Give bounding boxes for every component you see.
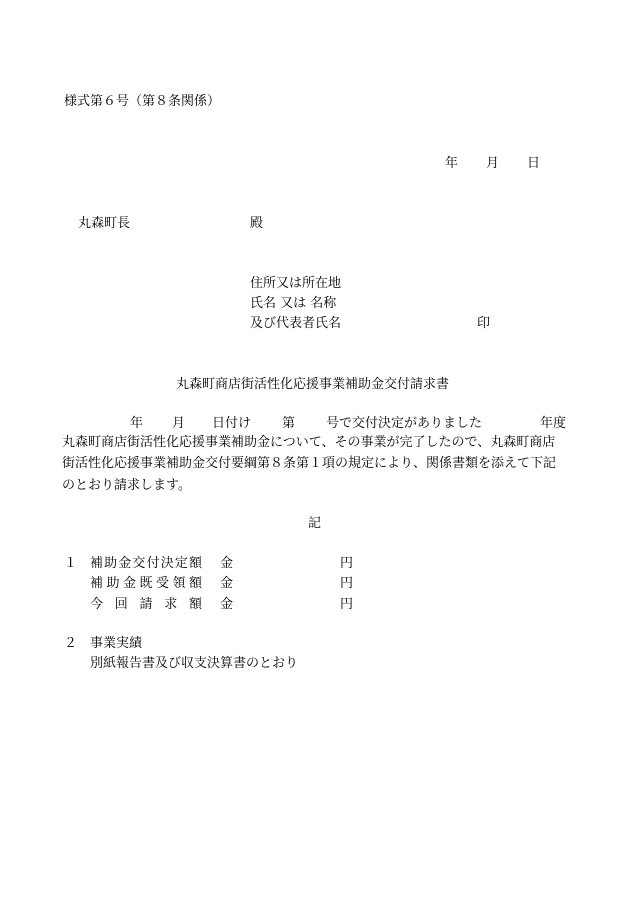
body-line-4: のとおり請求します。 bbox=[62, 478, 191, 493]
row-decision-currency: 金 bbox=[220, 556, 234, 571]
name-label: 氏名 又は 名称 bbox=[250, 296, 337, 311]
date-year: 年 bbox=[445, 156, 459, 171]
body-line-3: 街活性化応援事業補助金交付要綱第８条第１項の規定により、関係書類を添えて下記 bbox=[62, 456, 557, 471]
ki-marker: 記 bbox=[308, 516, 322, 531]
address-label: 住所又は所在地 bbox=[250, 276, 342, 291]
row-received-label: 補助金既受領額 bbox=[90, 576, 202, 591]
row-request-unit: 円 bbox=[340, 597, 354, 612]
body-number-prefix: 第 bbox=[282, 416, 296, 431]
body-line-2: 丸森町商店街活性化応援事業補助金について、その事業が完了したので、丸森町商店 bbox=[62, 435, 556, 450]
addressee-name: 丸森町長 bbox=[78, 216, 131, 231]
date-day: 日 bbox=[527, 156, 541, 171]
representative-label: 及び代表者氏名 bbox=[250, 316, 342, 331]
body-decision-text: 号で交付決定がありました bbox=[326, 416, 483, 431]
row-decision-label: 補助金交付決定額 bbox=[90, 556, 202, 571]
document-title: 丸森町商店街活性化応援事業補助金交付請求書 bbox=[176, 377, 450, 392]
date-month: 月 bbox=[486, 156, 500, 171]
row-received-currency: 金 bbox=[220, 576, 234, 591]
body-year: 年 bbox=[130, 416, 144, 431]
row-received-unit: 円 bbox=[340, 576, 354, 591]
row-request-label: 今回請求額 bbox=[90, 597, 202, 612]
body-month: 月 bbox=[172, 416, 186, 431]
item-2-heading: 事業実績 bbox=[90, 636, 143, 651]
item-1-number: １ bbox=[64, 556, 78, 571]
item-2-number: ２ bbox=[64, 636, 78, 651]
form-number: 様式第６号（第８条関係） bbox=[64, 94, 221, 109]
row-decision-unit: 円 bbox=[340, 556, 354, 571]
body-dated: 日付け bbox=[212, 416, 252, 431]
row-request-currency: 金 bbox=[220, 597, 234, 612]
item-2-detail: 別紙報告書及び収支決算書のとおり bbox=[90, 656, 299, 671]
addressee-honorific: 殿 bbox=[250, 216, 264, 231]
seal-mark: 印 bbox=[477, 316, 491, 331]
body-fiscal-year: 年度 bbox=[540, 416, 567, 431]
